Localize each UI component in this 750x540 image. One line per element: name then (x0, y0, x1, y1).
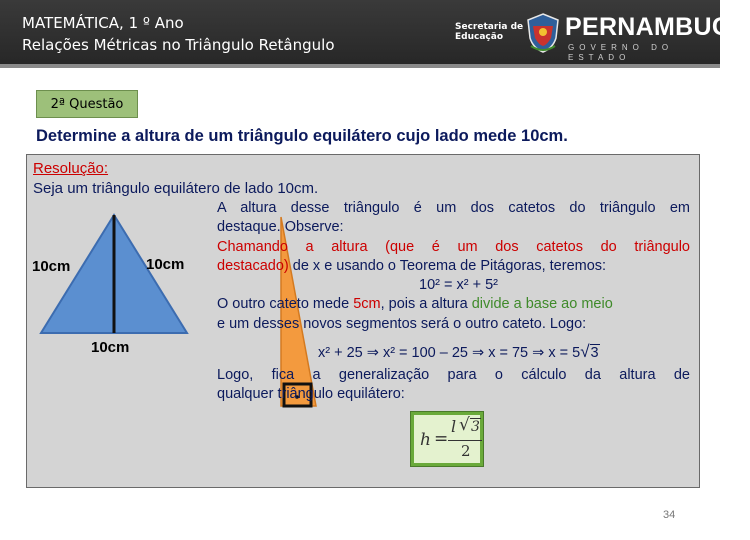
question-statement: Determine a altura de um triângulo equilátero cujo lado mede 10cm. (36, 127, 568, 145)
explanation-line-3 (217, 238, 690, 257)
page-number: 34 (663, 509, 676, 521)
generalization-line-1: Logo, fica a generalização para o cálculo da altura de (217, 367, 690, 383)
triangle-side-left-label: 10cm (32, 258, 71, 275)
triangle-base-label: 10cm (91, 339, 130, 356)
secretaria-line-2: Educação (455, 32, 503, 42)
formula-denominator: 2 (461, 442, 471, 460)
solution-equation (318, 342, 600, 362)
generalization-line-2: qualquer triângulo equilátero: (217, 386, 405, 403)
course-subtitle: Relações Métricas no Triângulo Retângulo (22, 36, 335, 54)
sqrt-radicand: 3 (590, 345, 599, 361)
formula-root: 3 (471, 419, 480, 435)
pythagoras-equation: 10² = x² + 5² (419, 277, 498, 294)
brand-subtitle: GOVERNO DO ESTADO (568, 43, 674, 62)
sqrt-symbol: √ (580, 342, 590, 361)
explanation-line-7: e um desses novos segmentos será o outro cateto. Logo: (217, 315, 587, 332)
explanation-line-4-rest: de x e usando o Teorema de Pitágoras, teremos: (288, 257, 607, 274)
generalization-text (217, 366, 690, 405)
line6-5cm: 5cm (353, 296, 381, 313)
explanation-line-6 (217, 295, 690, 314)
secretaria-line-1: Secretaria de (455, 22, 524, 32)
height-formula-box (410, 411, 484, 467)
course-title: MATEMÁTICA, 1 º Ano (22, 14, 184, 32)
line6-divide-base: divide a base ao meio (471, 296, 613, 313)
explanation-line-1: A altura desse triângulo é um dos catetos do triângulo em (217, 200, 690, 216)
formula-sqrt-icon: √ (459, 415, 470, 435)
question-label: 2ª Questão (36, 90, 138, 118)
implies-symbol-2: ⇒ (472, 345, 485, 361)
eq-part-d: x = 5 (544, 345, 581, 361)
explanation-line-2: destaque. Observe: (217, 219, 344, 236)
implies-symbol-3: ⇒ (532, 345, 545, 361)
explanation-line-4 (217, 257, 690, 276)
explanation-line-3-text: Chamando a altura (que é um dos catetos do triângulo (217, 238, 690, 255)
explanation-text (217, 199, 690, 334)
eq-part-a: x² + 25 (318, 345, 367, 361)
eq-part-b: x² = 100 – 25 (378, 345, 473, 361)
destacado-text: destacado) (217, 257, 289, 274)
triangle-side-right-label: 10cm (146, 256, 185, 273)
formula-h: h (420, 430, 431, 450)
line6-part-c: , pois a altura (380, 296, 472, 313)
eq-part-c: x = 75 (484, 345, 533, 361)
height-formula (414, 415, 480, 463)
formula-l: l (451, 417, 457, 436)
brand-name: PERNAMBUCO (565, 13, 750, 41)
line6-part-a: O outro cateto mede (217, 296, 354, 313)
formula-fraction-bar (448, 440, 482, 441)
implies-symbol-1: ⇒ (366, 345, 379, 361)
formula-equals: = (434, 429, 449, 449)
resolution-intro: Seja um triângulo equilátero de lado 10cm. (33, 180, 319, 197)
resolution-title: Resolução: (33, 160, 109, 177)
